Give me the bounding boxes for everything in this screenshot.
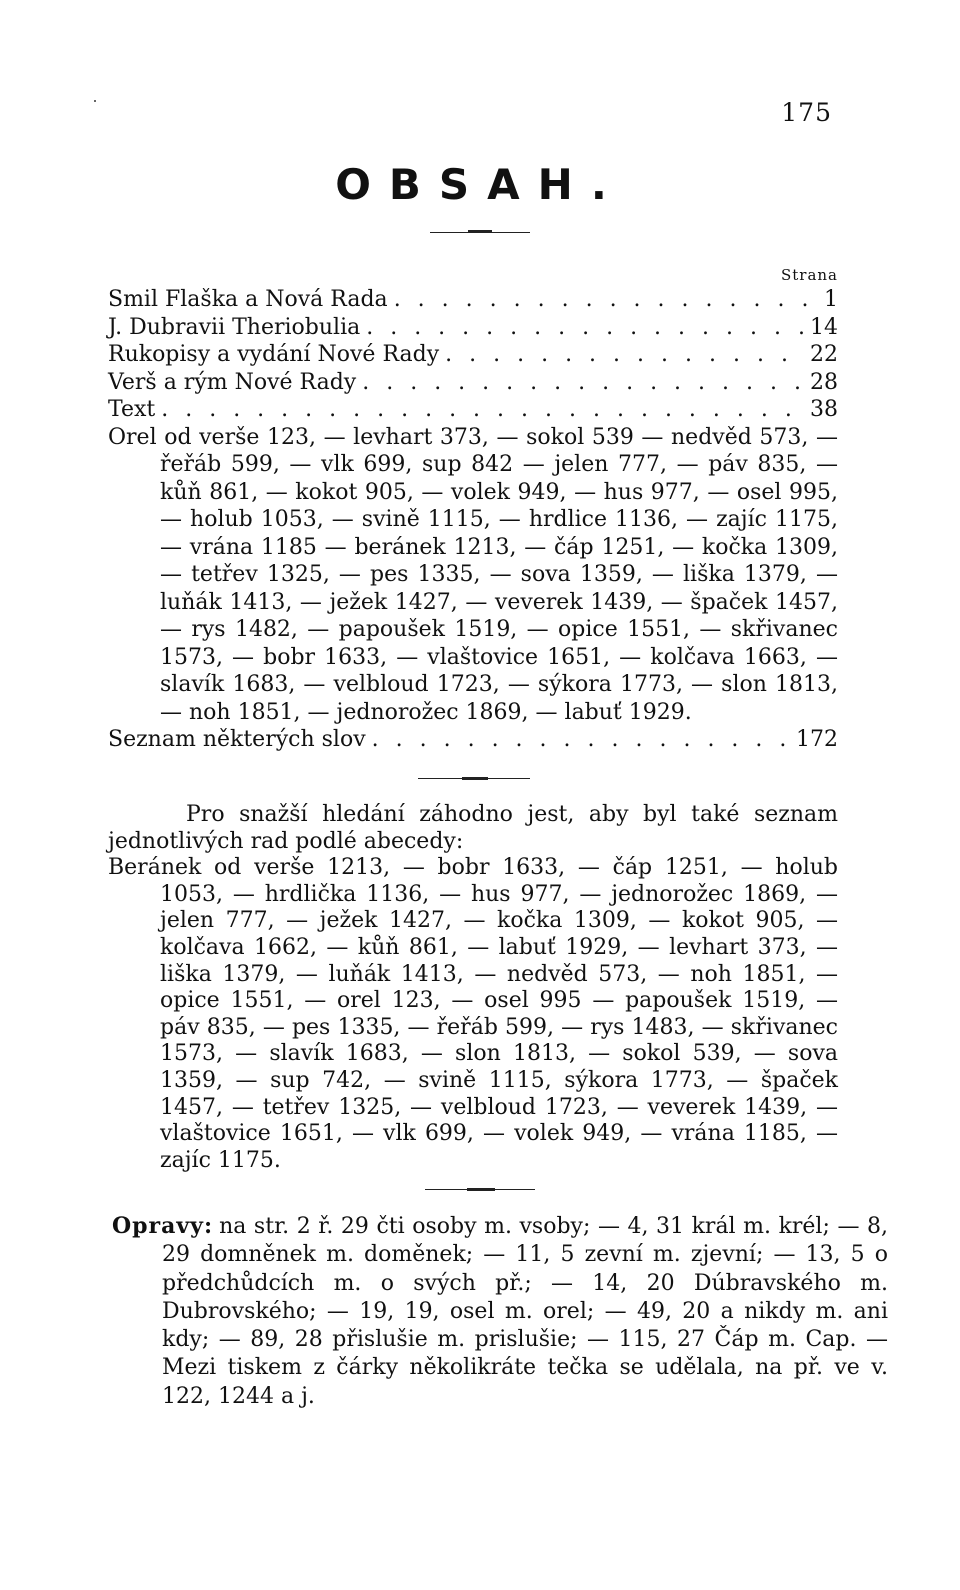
toc-entry [108,726,838,754]
toc-entry [108,286,838,314]
toc-entry [108,314,838,342]
toc-entry-title: Rukopisy a vydání Nové Rady [108,342,440,367]
errata-label: Opravy: [112,1213,214,1239]
toc-leader-dots [362,369,804,397]
toc-entry-title: Verš a rým Nové Rady [108,369,357,395]
section-divider [418,778,530,779]
toc-entry-page: 1 [824,287,838,312]
toc-entry-page: 22 [810,342,838,367]
toc-entry [108,341,838,369]
alphabetical-note [108,802,838,1174]
page-column-header: Strana [780,266,838,284]
toc-entry [108,369,838,397]
toc-entry-title: Text [108,397,156,422]
toc-entry-page: 14 [810,314,838,340]
toc-entry-title: Smil Flaška a Nová Rada [108,287,388,312]
toc-entry-title: J. Dubravii Theriobulia [108,314,361,340]
toc-leader-dots [366,314,804,342]
toc-animal-list: Orel od verše 123, — levhart 373, — sokol 539 — nedvěd 573, — řeřáb 599, — vlk 699, sup 842 — jelen 777, — páv 835, — kůň 861, — kokot 905, — volek 949, — hus 977, — osel 995, — holub 1053, — svině 1115, — hrdlice 1136, — zajíc 1175, — vrána 1185 — beránek 1213, — čáp 1251, — kočka 1309, — tetřev 1325, — pes 1335, — sova 1359, — liška 1379, — luňák 1413, — ježek 1427, — veverek 1439, — špaček 1457, — rys 1482, — papoušek 1519, — opice 1551, — skřivanec 1573, — bobr 1633, — vlaštovice 1651, — kolčava 1663, — slavík 1683, — velbloud 1723, — sýkora 1773, — slon 1813, — noh 1851, — jednorožec 1869, — labuť 1929. [108,424,838,725]
toc-leader-dots [372,726,790,754]
page-title: OBSAH. [335,160,625,209]
note-intro: Pro snažší hledání záhodno jest, aby byl také seznam jednotlivých rad podlé abecedy: [108,802,838,854]
toc-entry-page: 28 [810,369,838,395]
page-number: 175 [781,98,832,127]
table-of-contents [108,286,838,754]
title-ornament-rule [430,232,530,233]
toc-entry-page: 38 [810,397,838,422]
stray-mark [94,100,96,102]
errata-text: na str. 2 ř. 29 čti osoby m. vsoby; — 4, 31 král m. krél; — 8, 29 domněnek m. doměnek; — 11, 5 zevní m. zjevní; — 13, 5 o předchůdcích m. o svých př.; — 14, 20 Dúbravského m. Dubrovského; — 19, 19, osel m. orel; — 49, 20 a nikdy m. ani kdy; — 89, 28 přislušie m. prislušie; — 115, 27 Čáp m. Cap. — Mezi tiskem z čárky několikráte tečka se udělala, na př. ve v. 122, 1244 a j. [162,1214,888,1409]
toc-leader-dots [394,286,818,314]
toc-entry [108,396,838,424]
section-divider [425,1189,535,1190]
toc-entry-page: 172 [796,727,838,752]
alphabetical-list: Beránek od verše 1213, — bobr 1633, — čáp 1251, — holub 1053, — hrdlička 1136, — hus 977, — jednorožec 1869, — jelen 777, — ježek 1427, — kočka 1309, — kokot 905, — kolčava 1662, — kůň 861, — labuť 1929, — levhart 373, — liška 1379, — luňák 1413, — nedvěd 573, — noh 1851, — opice 1551, — orel 123, — osel 995 — papoušek 1519, — páv 835, — pes 1335, — řeřáb 599, — rys 1483, — skřivanec 1573, — slavík 1683, — slon 1813, — sokol 539, — sova 1359, — sup 742, — svině 1115, sýkora 1773, — špaček 1457, — tetřev 1325, — velbloud 1723, — veverek 1439, — vlaštovice 1651, — vlk 699, — volek 949, — vrána 1185, — zajíc 1175. [108,855,838,1173]
toc-leader-dots [161,396,804,424]
toc-entry-title: Seznam některých slov [108,727,366,752]
errata [112,1212,888,1411]
toc-leader-dots [445,341,804,369]
